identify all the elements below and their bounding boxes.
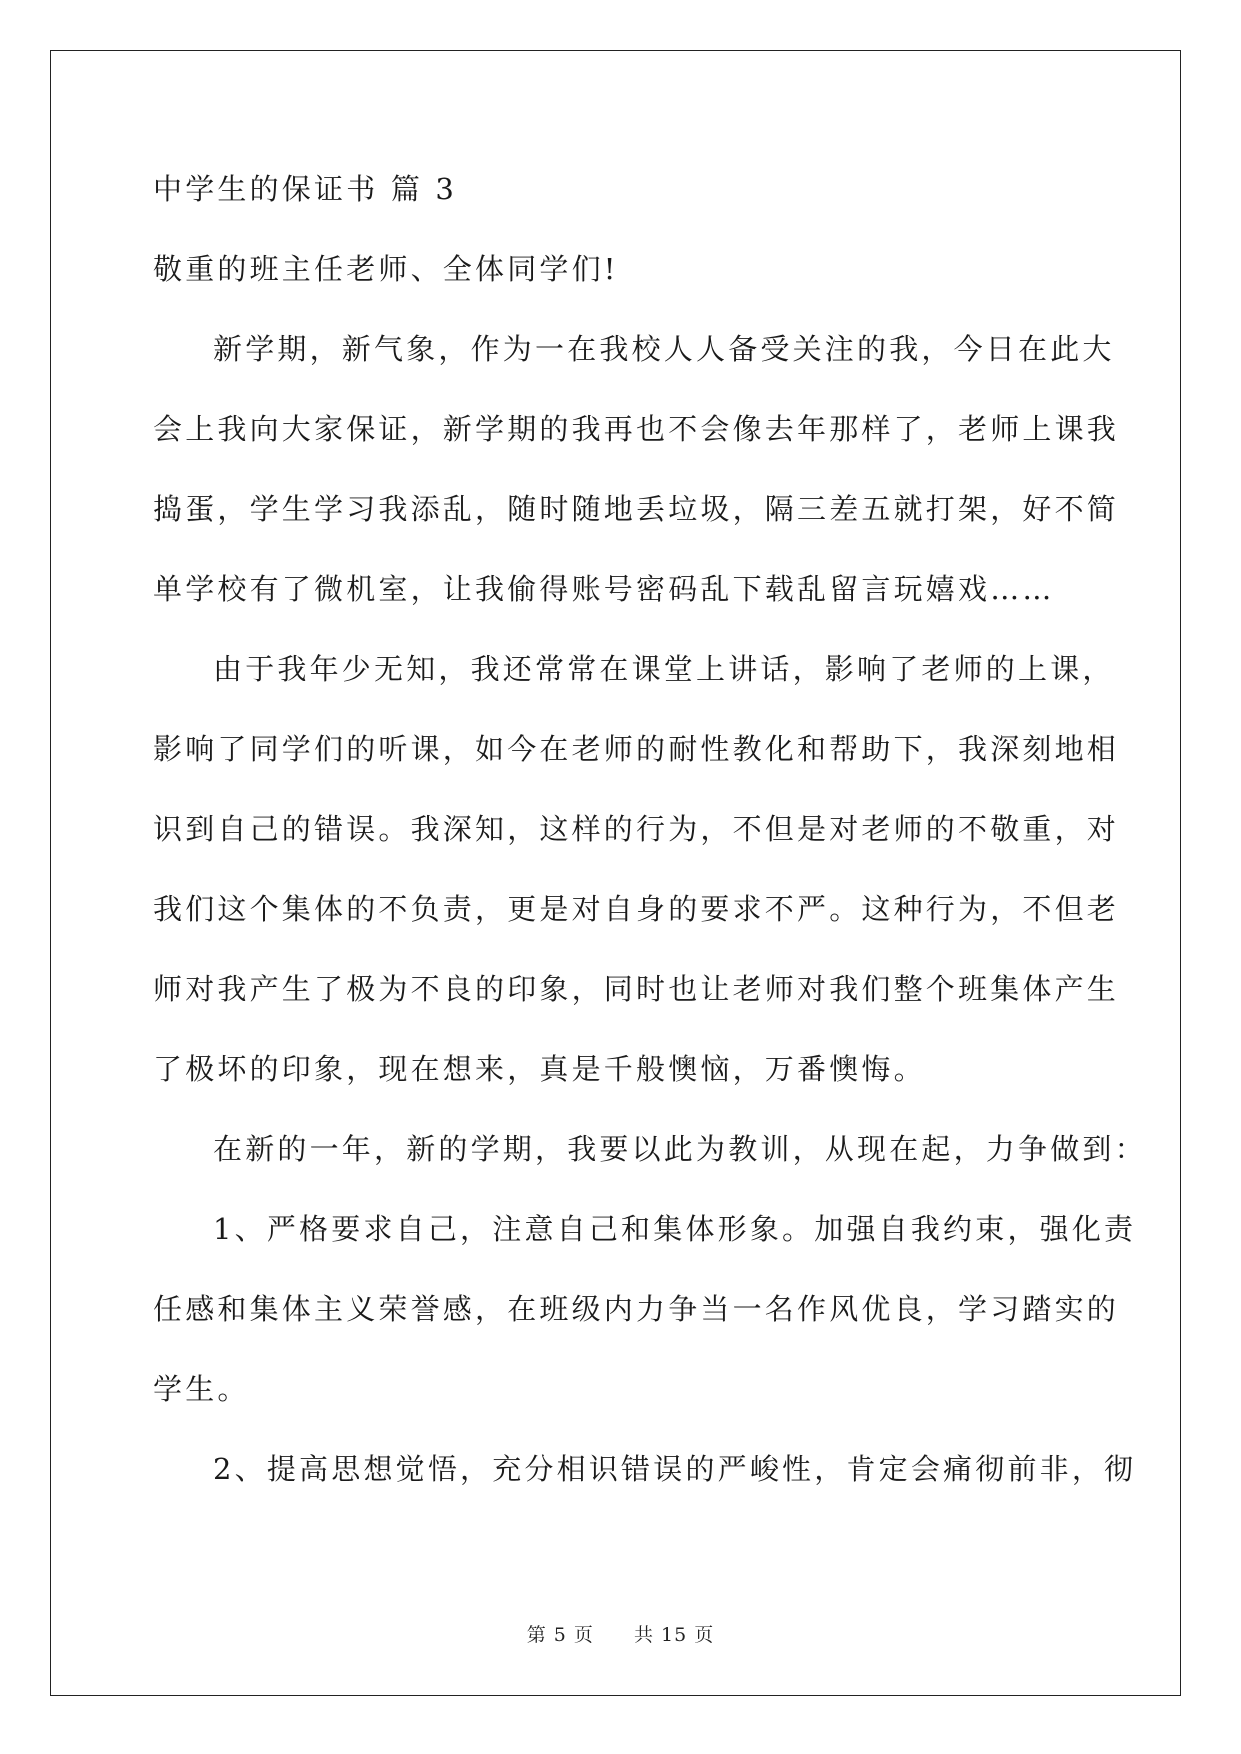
salutation: 敬重的班主任老师、全体同学们! [153, 252, 619, 286]
paragraph-line: 单学校有了微机室，让我偷得账号密码乱下载乱留言玩嬉戏…… [153, 572, 1055, 606]
list-item-line: 2、提高思想觉悟，充分相识错误的严峻性，肯定会痛彻前非，彻 [213, 1452, 1137, 1486]
document-title: 中学生的保证书 篇 3 [153, 172, 458, 206]
paragraph-line: 识到自己的错误。我深知，这样的行为，不但是对老师的不敬重，对 [153, 812, 1120, 846]
page-number: 第 5 页 [526, 1624, 594, 1646]
page-footer [0, 1620, 1241, 1647]
paragraph-line: 会上我向大家保证，新学期的我再也不会像去年那样了，老师上课我 [153, 412, 1120, 446]
list-item-line: 1、严格要求自己，注意自己和集体形象。加强自我约束，强化责 [213, 1212, 1137, 1246]
paragraph-line: 由于我年少无知，我还常常在课堂上讲话，影响了老师的上课， [213, 652, 1115, 686]
document-body [153, 161, 1147, 1521]
page-total: 共 15 页 [634, 1624, 715, 1646]
paragraph-line: 了极坏的印象，现在想来，真是千般懊恼，万番懊悔。 [153, 1052, 926, 1086]
paragraph-line: 师对我产生了极为不良的印象，同时也让老师对我们整个班集体产生 [153, 972, 1120, 1006]
list-item-line: 任感和集体主义荣誉感，在班级内力争当一名作风优良，学习踏实的 [153, 1292, 1120, 1326]
paragraph-line: 新学期，新气象，作为一在我校人人备受关注的我，今日在此大 [213, 332, 1115, 366]
list-item-line: 学生。 [153, 1372, 250, 1406]
paragraph-line: 在新的一年，新的学期，我要以此为教训，从现在起，力争做到： [213, 1132, 1147, 1166]
paragraph-line: 影响了同学们的听课，如今在老师的耐性教化和帮助下，我深刻地相 [153, 732, 1120, 766]
paragraph-line: 我们这个集体的不负责，更是对自身的要求不严。这种行为，不但老 [153, 892, 1120, 926]
paragraph-line: 捣蛋，学生学习我添乱，随时随地丢垃圾，隔三差五就打架，好不简 [153, 492, 1120, 526]
